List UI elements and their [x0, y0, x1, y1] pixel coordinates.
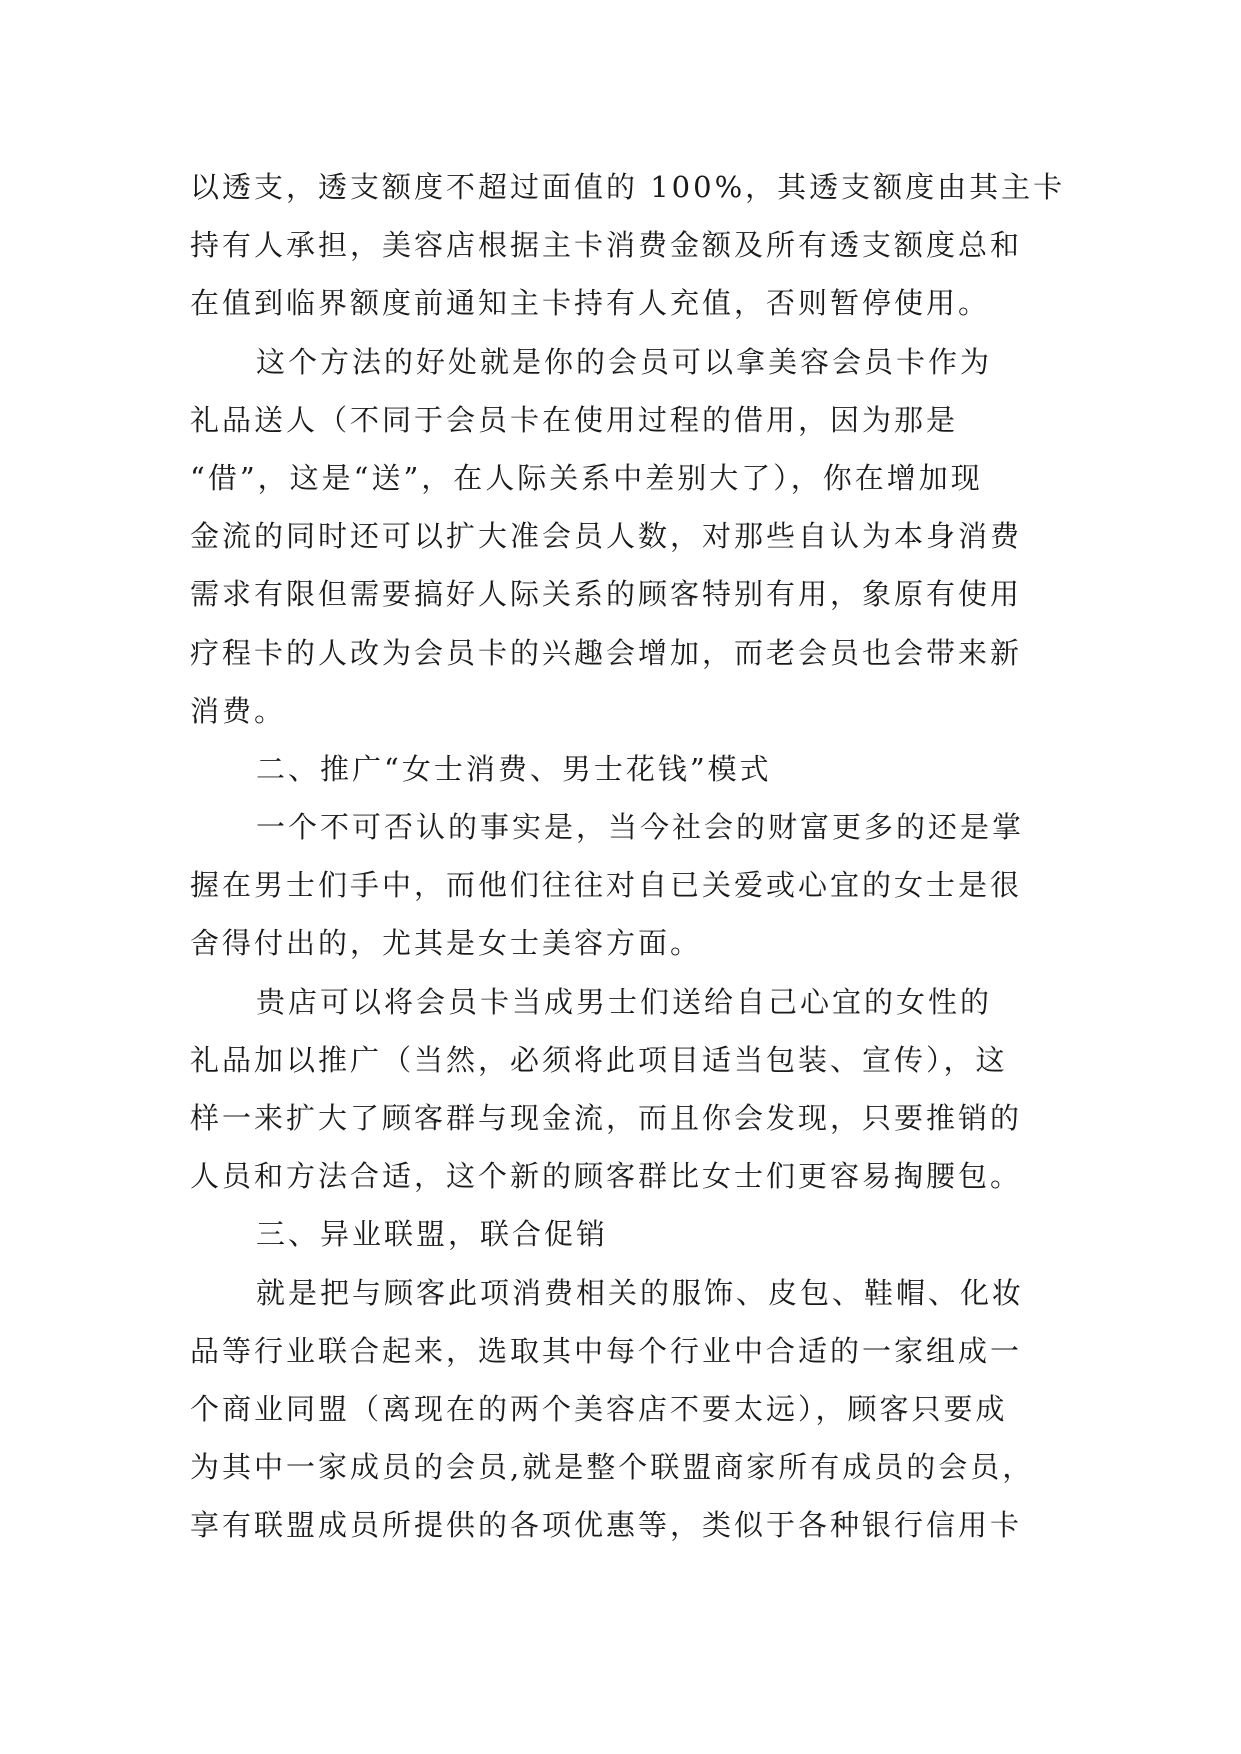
- text-line-1: 以透支，透支额度不超过面值的 100%，其透支额度由其主卡: [190, 170, 1066, 204]
- text-line-13: 握在男士们手中，而他们往往对自已关爱或心宜的女士是很: [190, 868, 1023, 903]
- paragraph-start-line: 一个不可否认的事实是，当今社会的财富更多的还是掌: [256, 810, 1025, 845]
- paragraph-start-line: 贵店可以将会员卡当成男士们送给自己心宜的女性的: [256, 984, 993, 1019]
- text-line-10: 消费。: [190, 693, 287, 728]
- text-line-2: 持有人承担，美容店根据主卡消费金额及所有透支额度总和: [190, 228, 1023, 263]
- text-line-16: 礼品加以推广（当然，必须将此项目适当包装、宣传），这: [190, 1042, 1008, 1077]
- document-body: [190, 158, 1066, 1555]
- section-heading-3: 三、异业联盟，联合促销: [256, 1217, 609, 1252]
- paragraph-start-line: 就是把与顾客此项消费相关的服饰、皮包、鞋帽、化妆: [256, 1275, 1025, 1310]
- text-line-14: 舍得付出的，尤其是女士美容方面。: [190, 926, 703, 961]
- text-line-18: 人员和方法合适，这个新的顾客群比女士们更容易掏腰包。: [190, 1159, 1023, 1194]
- text-line-24: 享有联盟成员所提供的各项优惠等，类似于各种银行信用卡: [190, 1508, 1023, 1543]
- text-line-5: 礼品送人（不同于会员卡在使用过程的借用，因为那是: [190, 402, 959, 437]
- text-line-21: 品等行业联合起来，选取其中每个行业中合适的一家组成一: [190, 1333, 1023, 1368]
- text-line-6: “借”，这是“送”，在人际关系中差别大了），你在增加现: [190, 460, 983, 495]
- paragraph-start-line: 这个方法的好处就是你的会员可以拿美容会员卡作为: [256, 344, 993, 379]
- text-line-3: 在值到临界额度前通知主卡持有人充值，否则暂停使用。: [190, 286, 991, 321]
- text-line-8: 需求有限但需要搞好人际关系的顾客特别有用，象原有使用: [190, 577, 1023, 612]
- section-heading-2: 二、推广“女士消费、男士花钱”模式: [256, 751, 772, 786]
- text-line-9: 疗程卡的人改为会员卡的兴趣会增加，而老会员也会带来新: [190, 635, 1023, 670]
- text-line-7: 金流的同时还可以扩大准会员人数，对那些自认为本身消费: [190, 519, 1023, 554]
- text-line-22: 个商业同盟（离现在的两个美容店不要太远），顾客只要成: [190, 1391, 1008, 1426]
- text-line-17: 样一来扩大了顾客群与现金流，而且你会发现，只要推销的: [190, 1101, 1023, 1135]
- text-line-23: 为其中一家成员的会员,就是整个联盟商家所有成员的会员，: [190, 1450, 1035, 1485]
